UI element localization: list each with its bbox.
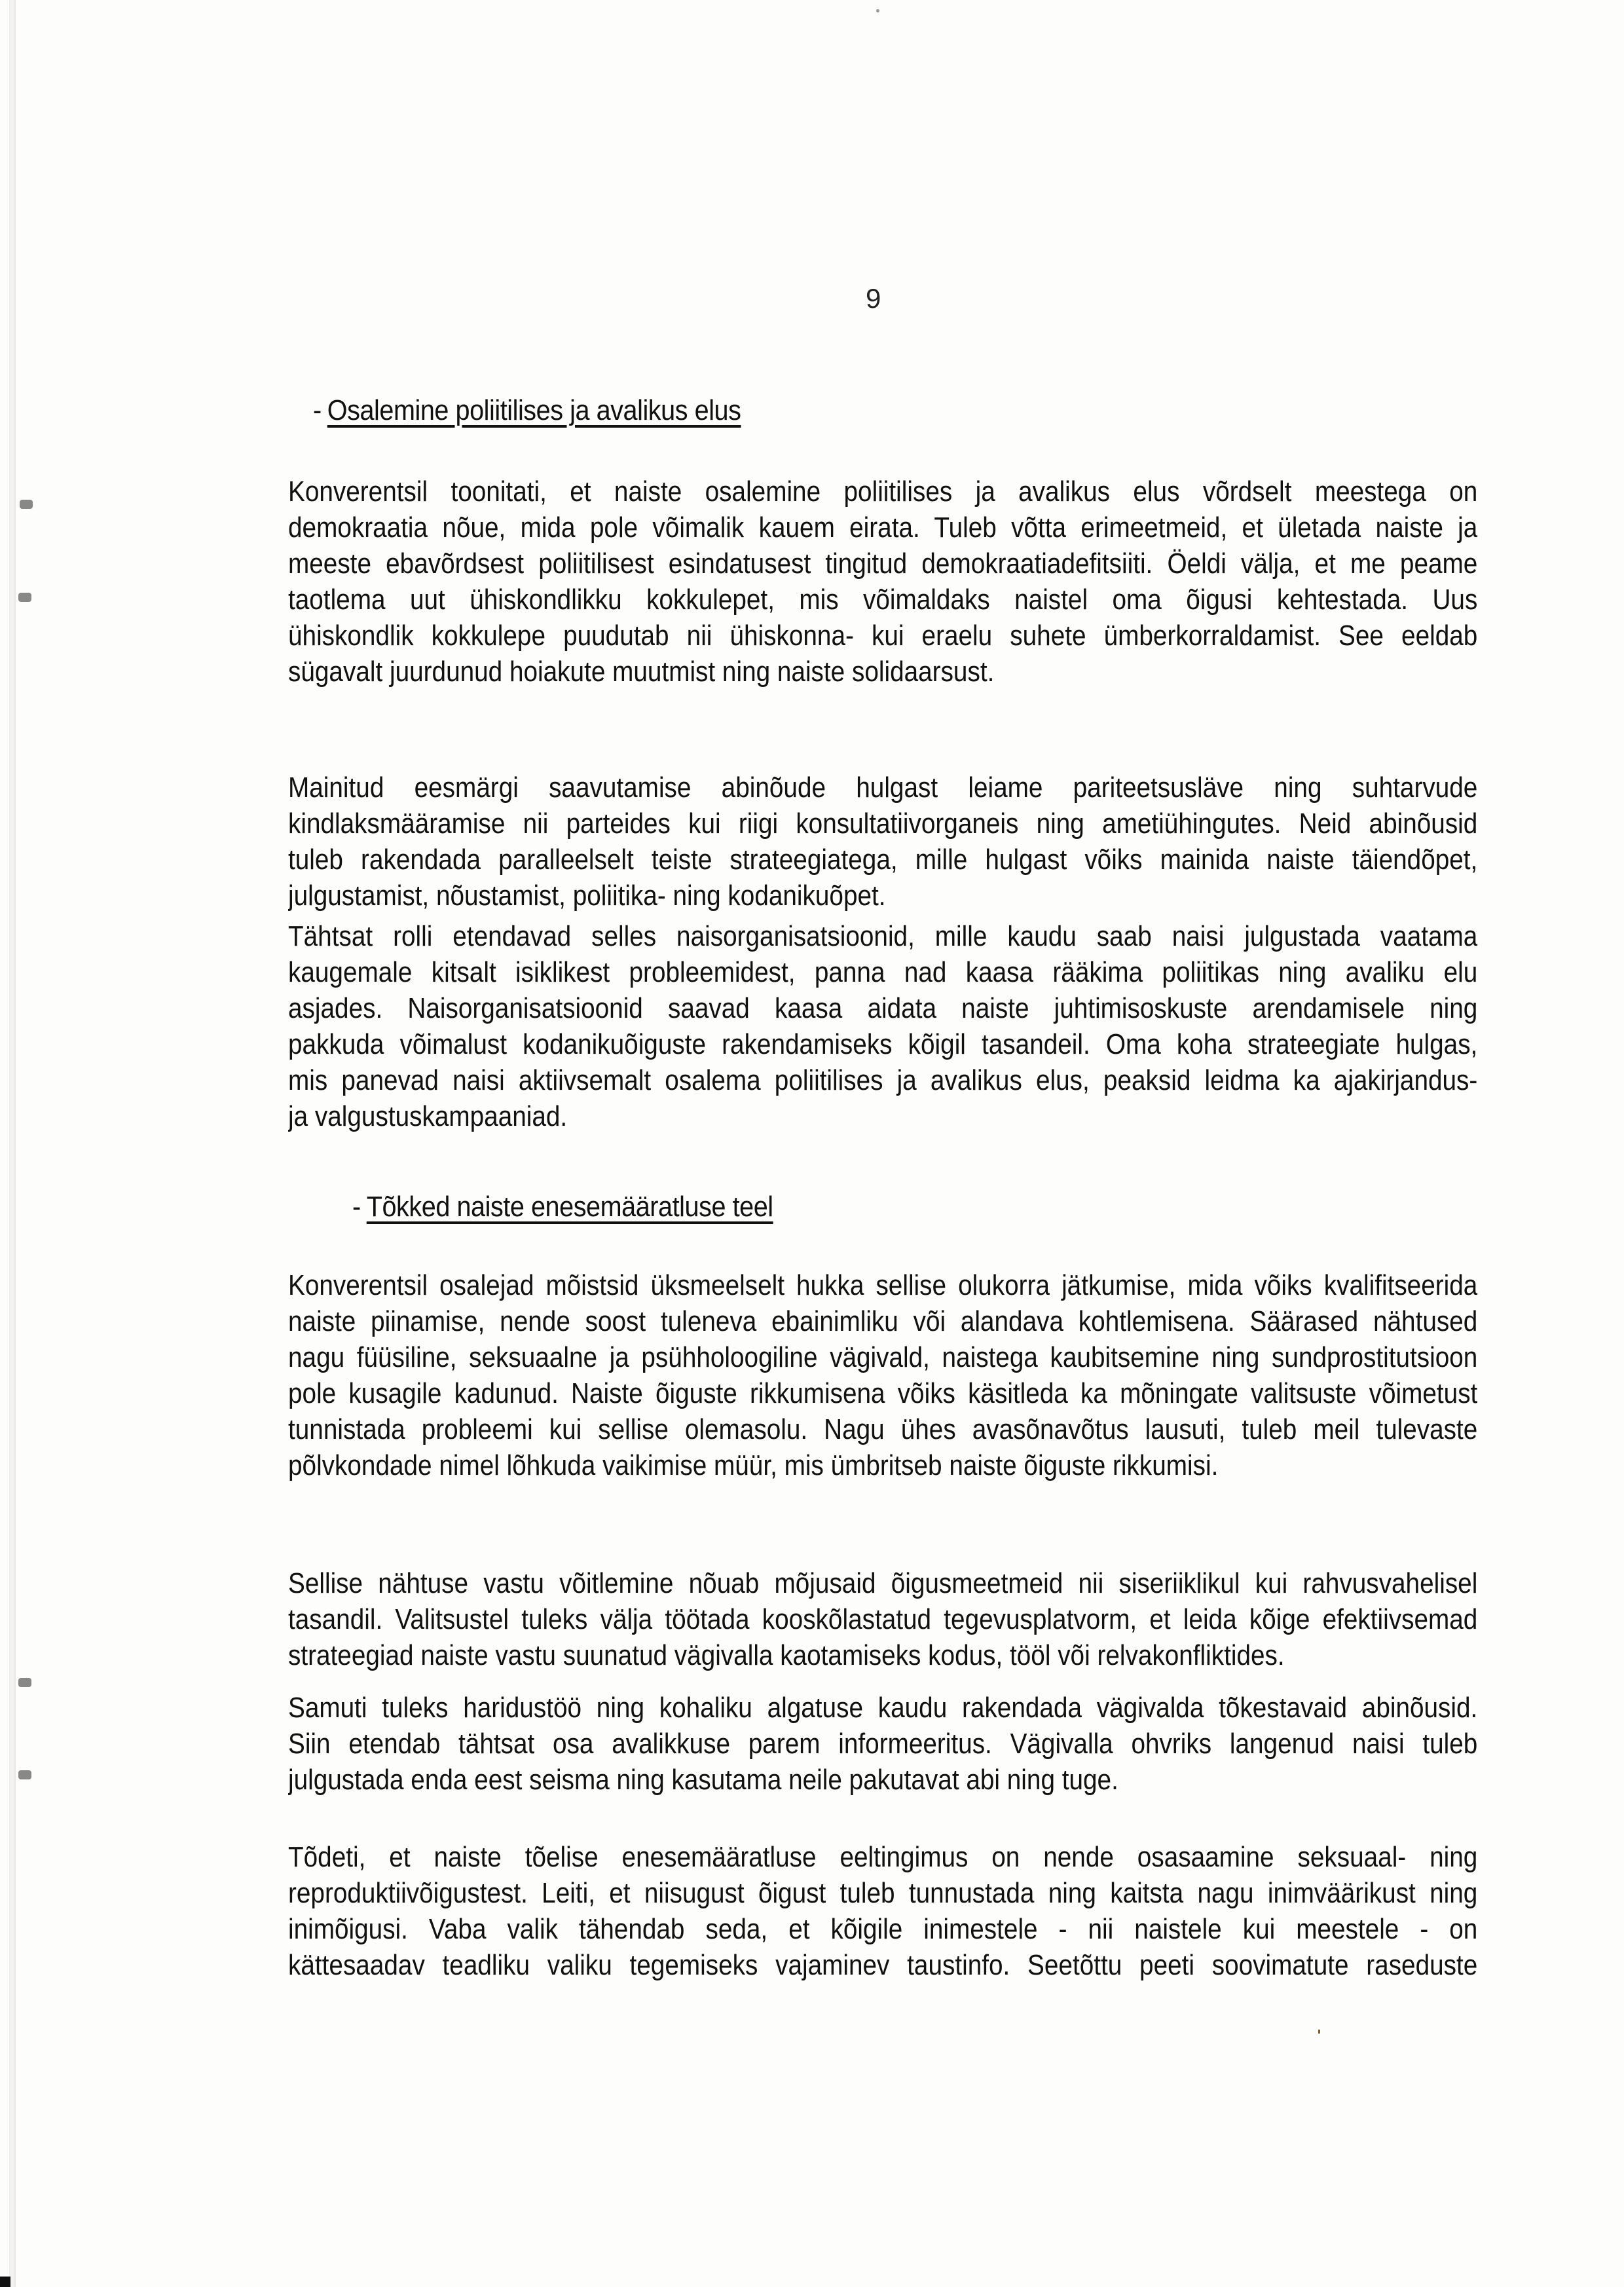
text-line: kättesaadav teadliku valiku tegemiseks vajaminev taustinfo. Seetõttu peeti soovimatute raseduste xyxy=(288,1949,1478,1981)
paragraph xyxy=(288,474,1477,690)
binder-hole-mark xyxy=(18,1770,31,1779)
text-line: inimõigusi. Vaba valik tähendab seda, et kõigile inimestele - nii naistele kui meestele - on xyxy=(288,1913,1478,1945)
heading-title: Osalemine poliitilises ja avalikus elus xyxy=(327,394,741,426)
heading-dash: - xyxy=(352,1191,361,1223)
text-line: naiste piinamise, nende soost tuleneva ebainimliku või alandava kohtlemisena. Säärased nähtused xyxy=(288,1305,1478,1337)
text-line: kaugemale kitsalt isiklikest probleemidest, panna nad kaasa rääkima poliitikas ning avaliku elu xyxy=(288,956,1478,988)
text-line: Konverentsil osalejad mõistsid üksmeelselt hukka sellise olukorra jätkumise, mida võiks kvalifitseerida xyxy=(288,1269,1478,1301)
section-heading xyxy=(313,394,741,427)
paragraph xyxy=(288,1690,1477,1798)
binder-hole-mark xyxy=(20,500,33,509)
text-line: pole kusagile kadunud. Naiste õiguste rikkumisena võiks käsitleda ka mõningate valitsuste võimetust xyxy=(288,1377,1478,1409)
paragraph xyxy=(288,1267,1477,1483)
text-line: Siin etendab tähtsat osa avalikkuse parem informeeritus. Vägivalla ohvriks langenud naisi tuleb xyxy=(288,1728,1478,1760)
binder-edge xyxy=(9,0,16,2287)
text-line: Tähtsat rolli etendavad selles naisorganisatsioonid, mille kaudu saab naisi julgustada vaatama xyxy=(288,920,1478,952)
text-line: nagu füüsiline, seksuaalne ja psühholoogiline vägivald, naistega kaubitsemine ning sundprostitutsioon xyxy=(288,1341,1478,1373)
section-heading xyxy=(352,1191,773,1223)
scan-dust xyxy=(1318,2030,1320,2034)
text-line: põlvkondade nimel lõhkuda vaikimise müür, mis ümbritseb naiste õiguste rikkumisi. xyxy=(288,1449,1219,1481)
scan-dust xyxy=(876,9,879,12)
text-line: Sellise nähtuse vastu võitlemine nõuab mõjusaid õigusmeetmeid nii siseriiklikul kui rahvusvahelisel xyxy=(288,1567,1478,1599)
heading-title: Tõkked naiste enesemääratluse teel xyxy=(366,1191,773,1223)
text-line: ja valgustuskampaaniad. xyxy=(288,1100,568,1132)
heading-dash: - xyxy=(313,394,322,426)
text-line: strateegiad naiste vastu suunatud vägivalla kaotamiseks kodus, tööl või relvakonfliktides. xyxy=(288,1639,1285,1671)
text-line: ühiskondlik kokkulepe puudutab nii ühiskonna- kui eraelu suhete ümberkorraldamist. See eeldab xyxy=(288,620,1478,652)
text-line: tuleb rakendada paralleelselt teiste strateegiatega, mille hulgast võiks mainida naiste täiendõpet, xyxy=(288,844,1478,876)
text-line: asjades. Naisorganisatsioonid saavad kaasa aidata naiste juhtimisoskuste arendamisele ning xyxy=(288,992,1478,1024)
text-line: Tõdeti, et naiste tõelise enesemääratluse eeltingimus on nende osasaamine seksuaal- ning xyxy=(288,1841,1478,1873)
text-line: tasandil. Valitsustel tuleks välja töötada kooskõlastatud tegevusplatvorm, et leida kõige efektiivsemad xyxy=(288,1603,1478,1635)
text-line: kindlaksmääramise nii parteides kui riigi konsultatiivorganeis ning ametiühingutes. Neid abinõusid xyxy=(288,808,1478,840)
text-line: mis panevad naisi aktiivsemalt osalema poliitilises ja avalikus elus, peaksid leidma ka ajakirjandus- xyxy=(288,1064,1478,1096)
text-line: julgustada enda eest seisma ning kasutama neile pakutavat abi ning tuge. xyxy=(288,1764,1118,1796)
text-line: tunnistada probleemi kui sellise olemasolu. Nagu ühes avasõnavõtus lausuti, tuleb meil tulevaste xyxy=(288,1413,1478,1445)
paragraph xyxy=(288,1839,1477,1983)
paragraph xyxy=(288,1565,1477,1673)
page-number: 9 xyxy=(866,283,881,314)
text-line: sügavalt juurdunud hoiakute muutmist ning naiste solidaarsust. xyxy=(288,656,995,688)
text-line: Konverentsil toonitati, et naiste osalemine poliitilises ja avalikus elus võrdselt meestega on xyxy=(288,475,1478,508)
paragraph xyxy=(288,918,1477,1134)
text-line: demokraatia nõue, mida pole võimalik kauem eirata. Tuleb võtta erimeetmeid, et ületada naiste ja xyxy=(288,511,1478,544)
text-line: pakkuda võimalust kodanikuõiguste rakendamiseks kõigil tasandeil. Oma koha strateegiate hulgas, xyxy=(288,1028,1478,1060)
binder-hole-mark xyxy=(18,1678,31,1687)
text-line: taotlema uut ühiskondlikku kokkulepet, mis võimaldaks naistel oma õigusi kehtestada. Uus xyxy=(288,584,1478,616)
binder-hole-mark xyxy=(18,593,31,602)
text-line: Mainitud eesmärgi saavutamise abinõude hulgast leiame pariteetsusläve ning suhtarvude xyxy=(288,772,1478,804)
text-line: meeste ebavõrdsest poliitilisest esindatusest tingitud demokraatiadefitsiiti. Öeldi välja, et me peame xyxy=(288,548,1478,580)
text-line: Samuti tuleks haridustöö ning kohaliku algatuse kaudu rakendada vägivalda tõkestavaid abinõusid. xyxy=(288,1692,1478,1724)
scan-corner-mark xyxy=(0,2277,10,2287)
text-line: julgustamist, nõustamist, poliitika- ning kodanikuõpet. xyxy=(288,880,886,912)
text-line: reproduktiivõigustest. Leiti, et niisugust õigust tuleb tunnustada ning kaitsta nagu inimväärikust ning xyxy=(288,1877,1478,1909)
paragraph xyxy=(288,770,1477,914)
